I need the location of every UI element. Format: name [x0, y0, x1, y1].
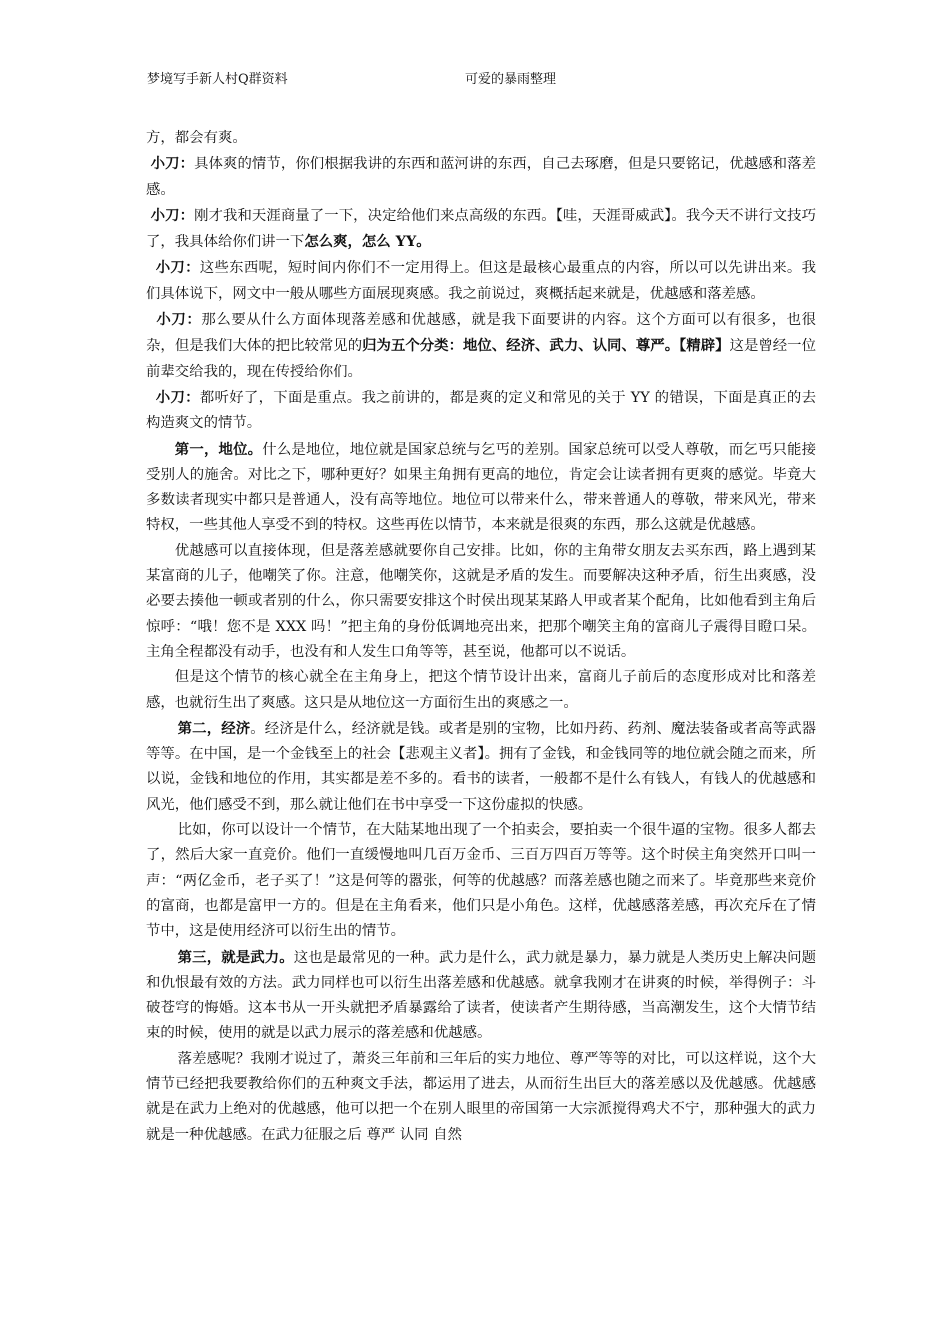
- paragraph-text: 比如，你可以设计一个情节，在大陆某地出现了一个拍卖会，要拍卖一个很牛逼的宝物。很多人都去了，然后大家一直竞价。他们一直缓慢地叫几百万金币、三百万四百万等等。这个时侯主角突然开口叫一声：“两亿金币，老子买了！”这是何等的嚣张，何等的优越感？而落差感也随之而来了。毕竟那些来竞价的富商，也都是富甲一方的。但是在主角看来，他们只是小角色。这样，优越感落差感，再次充斥在了情节中，这是使用经济可以衍生出的情节。: [146, 822, 816, 940]
- paragraph-text: 刚才我和天涯商量了一下，决定给他们来点高级的东西。【哇，天涯哥威武】。我今天不讲行文技巧了，我具体给你们讲一下: [146, 207, 816, 251]
- paragraph: [146, 151, 816, 203]
- section-heading: 第三，就是武力。: [177, 948, 294, 966]
- emphasis-text: 归为五个分类：地位、经济、武力、认同、尊严。【精辟】: [362, 337, 730, 355]
- paragraph: [146, 665, 816, 716]
- paragraph-text: 都听好了，下面是重点。我之前讲的，都是爽的定义和常见的关于 YY 的错误，下面是真正的去构造爽文的情节。: [146, 389, 816, 432]
- paragraph: [146, 255, 816, 307]
- speaker-label: 小刀：: [155, 259, 200, 277]
- paragraph: [146, 385, 816, 437]
- paragraph-text: 具体爽的情节，你们根据我讲的东西和蓝河讲的东西，自己去琢磨，但是只要铭记，优越感和落差感。: [146, 156, 816, 198]
- emphasis-text: 怎么爽，怎么 YY。: [304, 233, 431, 251]
- speaker-label: 小刀：: [150, 206, 195, 224]
- paragraph: [146, 945, 816, 1047]
- paragraph: [146, 539, 816, 665]
- paragraph-text: 但是这个情节的核心就全在主角身上，把这个情节设计出来，富商儿子前后的态度形成对比和落差感，也就衍生出了爽感。这只是从地位这一方面衍生出的爽感之一。: [146, 669, 816, 711]
- speaker-label: 小刀：: [155, 388, 200, 406]
- indent-space: [146, 390, 156, 406]
- paragraph: [146, 126, 816, 151]
- section-heading: 第一，地位。: [174, 440, 263, 458]
- paragraph-text: 什么是地位，地位就是国家总统与乞丐的差别。国家总统可以受人尊敬，而乞丐只能接受别人的施舍。对比之下，哪种更好？如果主角拥有更高的地位，肯定会让读者拥有更爽的感觉。毕竟大多数读者现实中都只是普通人，没有高等地位。地位可以带来什么，带来普通人的尊敬，带来风光，带来特权，一些其他人享受不到的特权。这些再佐以情节，本来就是很爽的东西，那么这就是优越感。: [146, 441, 816, 534]
- paragraph-text: 方，都会有爽。: [146, 130, 247, 146]
- document-body: [146, 126, 816, 1148]
- paragraph: [146, 203, 816, 256]
- paragraph: [146, 437, 816, 539]
- paragraph-text: 优越感可以直接体现，但是落差感就要你自己安排。比如，你的主角带女朋友去买东西，路上遇到某某富商的儿子，他嘲笑了你。注意，他嘲笑你，这就是矛盾的发生。而要解决这种矛盾，衍生出爽感，没必要去揍他一顿或者别的什么，你只需要安排这个时侯出现某某路人甲或者某个配角，比如他看到主角后惊呼：“哦！您不是 XXX 吗！”把主角的身份低调地亮出来，把那个嘲笑主角的富商儿子震得目瞪口呆。主角全程都没有动手，也没有和人发生口角等等，甚至说，他都可以不说话。: [146, 542, 816, 660]
- paragraph-text: 这也是最常见的一种。武力是什么，武力就是暴力，暴力就是人类历史上解决问题和仇恨最有效的方法。武力同样也可以衍生出落差感和优越感。就拿我刚才在讲爽的时候，举得例子：斗破苍穹的悔婚。这本书从一开头就把矛盾暴露给了读者，使读者产生期待感，当高潮发生，这个大情节结束的时候，使用的就是以武力展示的落差感和优越感。: [146, 949, 816, 1042]
- paragraph-text: 。经济是什么，经济就是钱。或者是别的宝物，比如丹药、药剂、魔法装备或者高等武器等等。在中国，是一个金钱至上的社会【悲观主义者】。拥有了金钱，和金钱同等的地位就会随之而来，所以说，金钱和地位的作用，其实都是差不多的。看书的读者，一般都不是什么有钱人，有钱人的优越感和风光，他们感受不到，那么就让他们在书中享受一下这份虚拟的快感。: [146, 720, 816, 813]
- section-heading: 第二，经济: [177, 719, 251, 737]
- paragraph-text: 那么要从什么方面体现落差感和优越感，就是我下面要讲的内容。这个方面可以有很多，也很杂，但是我们大体的把比较常见的: [146, 312, 816, 355]
- indent-space: [146, 312, 156, 328]
- indent-space: [146, 260, 156, 276]
- header-editor-label: 可爱的暴雨整理: [465, 72, 557, 87]
- paragraph: [146, 716, 816, 818]
- speaker-label: 小刀：: [156, 311, 202, 329]
- paragraph-text: 这些东西呢，短时间内你们不一定用得上。但这是最核心最重点的内容，所以可以先讲出来。我们具体说下，网文中一般从哪些方面展现爽感。我之前说过，爽概括起来就是，优越感和落差感。: [146, 260, 816, 302]
- speaker-label: 小刀：: [150, 155, 195, 173]
- paragraph-text: 落差感呢？我刚才说过了，萧炎三年前和三年后的实力地位、尊严等等的对比，可以这样说，这个大情节已经把我要教给你们的五种爽文手法，都运用了进去，从而衍生出巨大的落差感以及优越感。优越感就是在武力上绝对的优越感，他可以把一个在别人眼里的帝国第一大宗派搅得鸡犬不宁，那种强大的武力就是一种优越感。在武力征服之后 尊严 认同 自然: [146, 1050, 816, 1143]
- page-header: [147, 68, 807, 88]
- paragraph: [146, 307, 816, 385]
- paragraph: [146, 1047, 816, 1148]
- paragraph-text: 这是曾经一位前辈交给我的，现在传授给你们。: [146, 338, 816, 380]
- paragraph: [146, 818, 816, 944]
- header-source-label: 梦境写手新人村Q群资料: [147, 72, 288, 87]
